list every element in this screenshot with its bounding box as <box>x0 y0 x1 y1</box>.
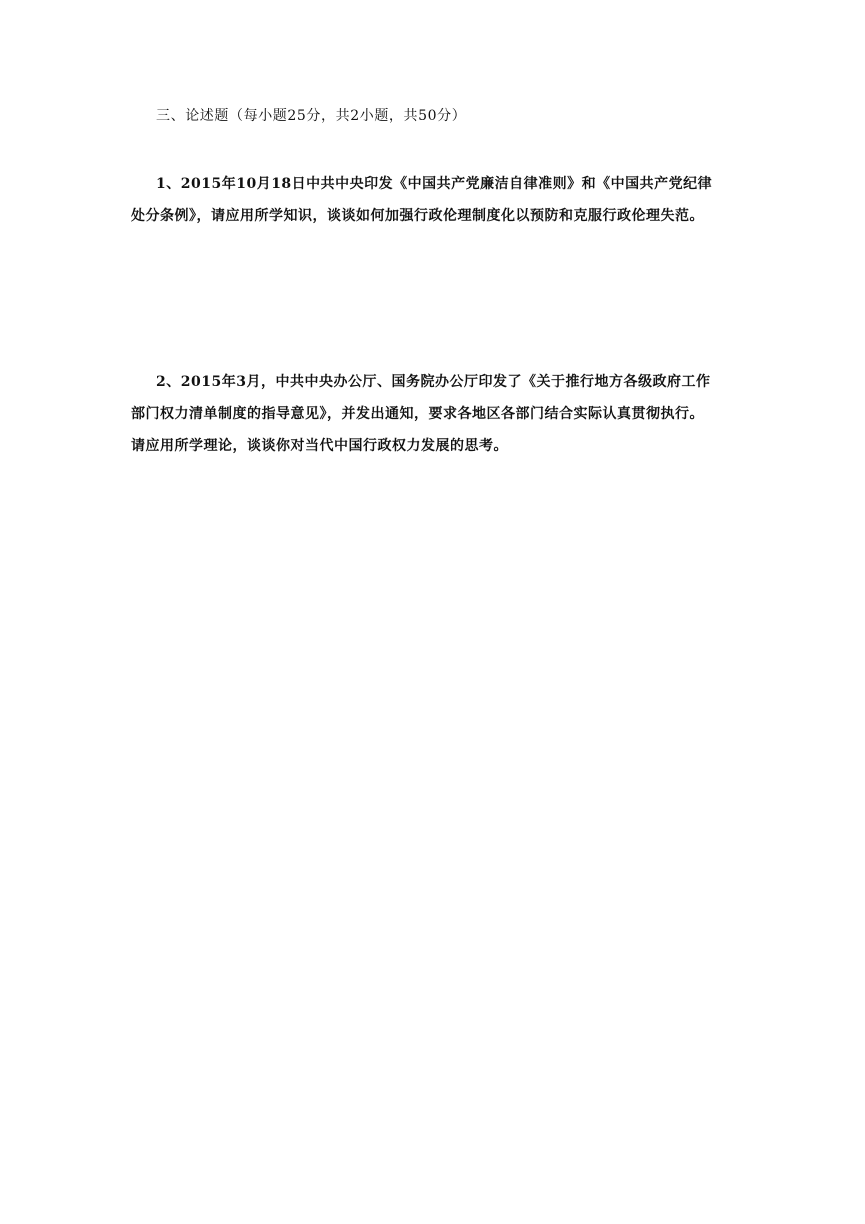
question-2-line-2: 部门权力清单制度的指导意见》，并发出通知，要求各地区各部门结合实际认真贯彻执行。 <box>131 406 704 422</box>
essay-question-2 <box>131 366 751 462</box>
question-1-line-1: 1、2015年10月18日中共中央印发《中国共产党廉洁自律准则》和《中国共产党纪律 <box>156 176 713 192</box>
question-1-line-2: 处分条例》，请应用所学知识，谈谈如何加强行政伦理制度化以预防和克服行政伦理失范。 <box>131 208 704 224</box>
section-heading: 三、论述题（每小题25分，共2小题，共50分） <box>156 108 467 124</box>
essay-question-1 <box>131 168 751 232</box>
question-2-line-3: 请应用所学理论，谈谈你对当代中国行政权力发展的思考。 <box>131 438 508 454</box>
question-2-line-1: 2、2015年3月，中共中央办公厅、国务院办公厅印发了《关于推行地方各级政府工作 <box>156 374 711 390</box>
